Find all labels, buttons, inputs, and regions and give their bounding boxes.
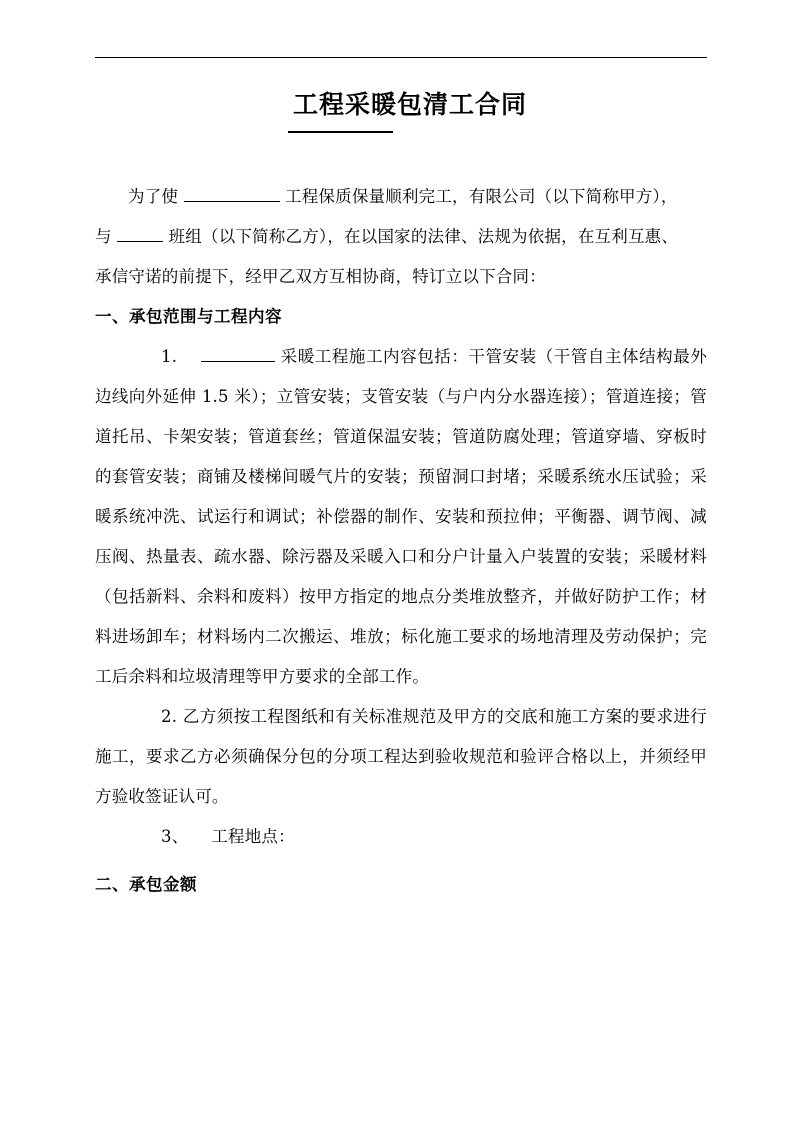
item-1-text: 采暖工程施工内容包括：干管安装（干管自主体结构最外边线向外延伸 1.5 米）；立管安装；支管安装（与户内分水器连接）；管道连接；管道托吊、卡架安装；管道套丝；管道保温安装；管道防腐处理；管道穿墙、穿板时的套管安装；商铺及楼梯间暖气片的安装；预留洞口封堵；采暖系统水压试验；采暖系统冲洗、试运行和调试；补偿器的制作、安装和预拉伸；平衡器、调节阀、减压阀、热量表、疏水器、除污器及采暖入口和分户计量入户装置的安装；采暖材料（包括新料、余料和废料）按甲方指定的地点分类堆放整齐，并做好防护工作；材料进场卸车；材料场内二次搬运、堆放；标化施工要求的场地清理及劳动保护；完工后余料和垃圾清理等甲方要求的全部工作。 (95, 347, 708, 686)
party-a-blank (184, 201, 280, 202)
document-content (95, 85, 707, 905)
item-3-text: 工程地点： (211, 827, 295, 846)
header-rule (95, 57, 707, 58)
item-number-1: 1. (161, 347, 178, 366)
item-number-2: 2. (161, 707, 178, 726)
title-spacer (95, 133, 707, 177)
section-heading-1: 一、承包范围与工程内容 (95, 307, 282, 326)
preamble-line-1 (95, 177, 707, 217)
section-heading-2: 二、承包金额 (95, 875, 197, 894)
item-2-text: 乙方须按工程图纸和有关标准规范及甲方的交底和施工方案的要求进行施工，要求乙方必须确保分包的分项工程达到验收规范和验评合格以上，并须经甲方验收签证认可。 (95, 707, 707, 806)
section-1-item-3 (95, 817, 707, 857)
section-spacer (95, 857, 707, 865)
section-1-item-2 (95, 697, 707, 817)
party-b-blank (117, 241, 163, 242)
preamble-line-3: 承信守诺的前提下，经甲乙双方互相协商，特订立以下合同： (95, 267, 546, 286)
section-1-item-1 (95, 337, 707, 697)
preamble-line-2 (95, 217, 707, 257)
item-number-3: 3、 (161, 827, 189, 846)
preamble-text-1a: 为了使 (128, 187, 179, 206)
project-name-blank (201, 361, 275, 362)
preamble-text-1b: 工程保质保量顺利完工，有限公司（以下简称甲方）， (285, 187, 678, 206)
preamble-text-2b: 班组（以下简称乙方），在以国家的法律、法规为依据，在互利互惠、 (168, 227, 679, 246)
preamble-text-2a: 与 (95, 227, 112, 246)
page-title: 工程采暖包清工合同 (292, 90, 527, 119)
